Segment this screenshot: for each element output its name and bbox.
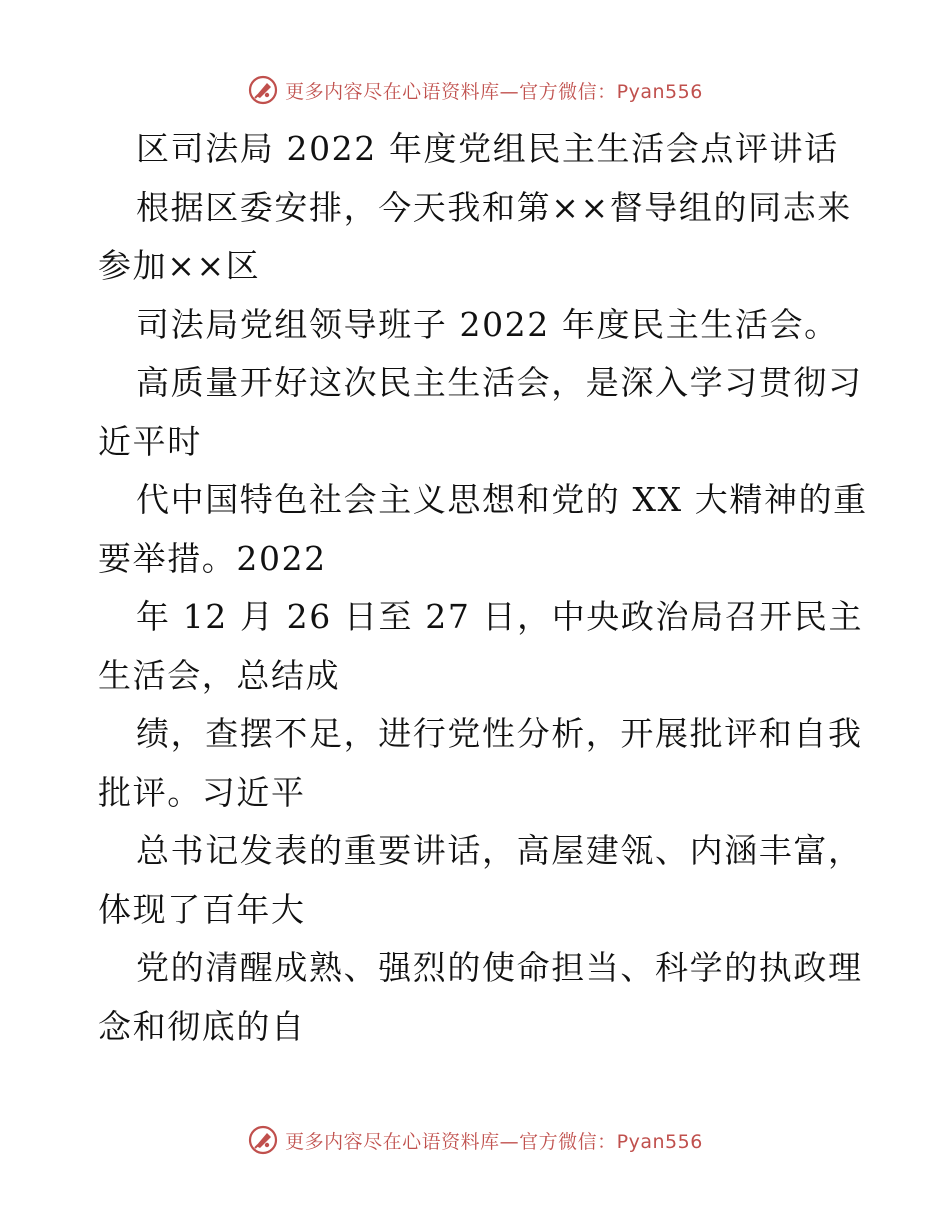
text-line: 近平时 <box>98 421 202 461</box>
document-body <box>98 120 868 1056</box>
footer-watermark <box>0 1120 950 1160</box>
footer-watermark-text: 更多内容尽在心语资料库—官方微信：Pyan556 <box>285 1130 703 1153</box>
header-watermark <box>0 70 950 110</box>
text-line: 体现了百年大 <box>98 889 306 929</box>
text-line: 高质量开好这次民主生活会，是深入学习贯彻习 <box>136 363 863 402</box>
text-line: 党的清醒成熟、强烈的使命担当、科学的执政理 <box>136 948 863 987</box>
text-line: 批评。习近平 <box>98 772 306 812</box>
text-line: 参加××区 <box>98 246 261 285</box>
text-line: 念和彻底的自 <box>98 1006 306 1046</box>
pen-nib-logo-icon <box>247 74 279 106</box>
text-line: 代中国特色社会主义思想和党的 XX 大精神的重 <box>136 480 868 519</box>
text-line: 总书记发表的重要讲话，高屋建瓴、内涵丰富， <box>136 831 863 870</box>
text-line: 年 12 月 26 日至 27 日，中央政治局召开民主 <box>136 597 864 636</box>
text-line: 司法局党组领导班子 2022 年度民主生活会。 <box>136 304 839 344</box>
text-line: 根据区委安排，今天我和第××督导组的同志来 <box>136 187 852 227</box>
text-line: 生活会，总结成 <box>98 655 341 695</box>
text-line: 要举措。2022 <box>98 538 327 578</box>
pen-nib-logo-icon <box>247 1124 279 1156</box>
text-line: 绩，查摆不足，进行党性分析，开展批评和自我 <box>136 714 863 753</box>
text-line: 区司法局 2022 年度党组民主生活会点评讲话 <box>136 129 839 168</box>
header-watermark-text: 更多内容尽在心语资料库—官方微信：Pyan556 <box>285 80 703 103</box>
